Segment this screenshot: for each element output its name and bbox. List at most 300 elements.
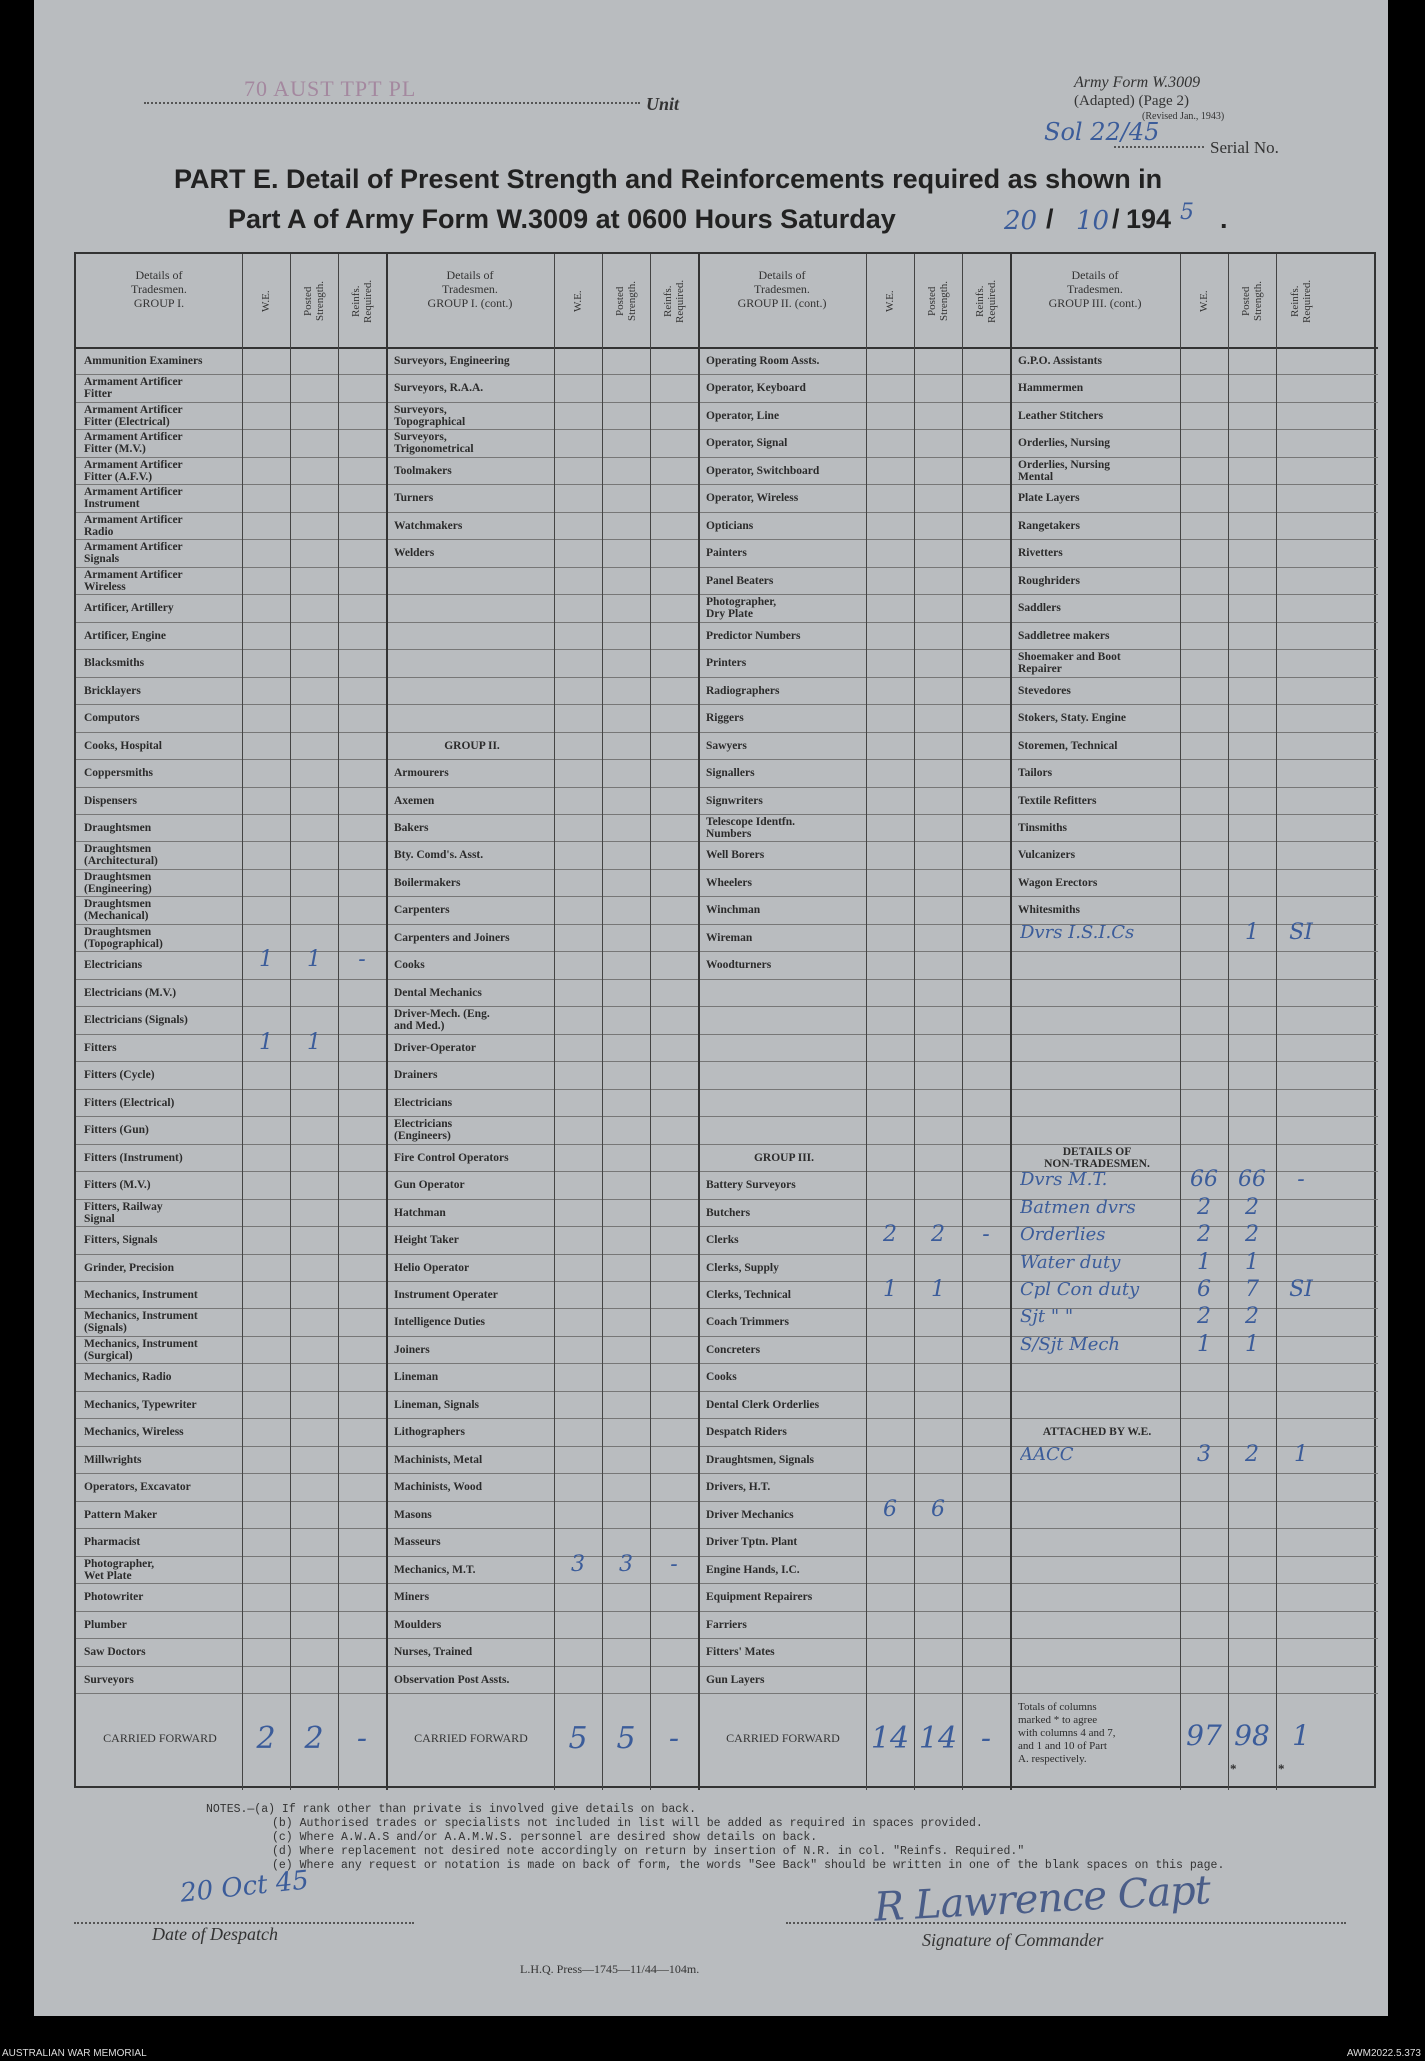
handwritten-posted: 1	[1245, 1249, 1259, 1275]
trade-label: Draughtsmen (Topographical)	[84, 925, 163, 950]
row-line	[76, 1501, 1378, 1502]
row-line	[76, 512, 1378, 513]
handwritten-posted: 66	[1238, 1167, 1266, 1193]
trade-label: Electricians (Engineers)	[394, 1118, 453, 1143]
signature-dotted-line	[786, 1922, 1346, 1924]
form-number: Army Form W.3009	[1074, 74, 1201, 91]
handwritten-label: Water duty	[1020, 1251, 1121, 1273]
row-line	[76, 1363, 1378, 1364]
title-line-1: PART E. Detail of Present Strength and Reinforcements required as shown in	[174, 164, 1163, 194]
trade-label: Operator, Line	[706, 409, 780, 422]
trade-label: Well Borers	[706, 849, 765, 862]
group-header-4: Details of Tradesmen. GROUP III. (cont.)	[1048, 268, 1142, 310]
trade-label: Operators, Excavator	[84, 1481, 191, 1494]
form-adapted: (Adapted) (Page 2)	[1074, 93, 1189, 109]
handwritten-we: 6	[1197, 1276, 1211, 1302]
trade-label: Lithographers	[394, 1426, 465, 1439]
trade-label: Armament Artificer Fitter (Electrical)	[84, 403, 183, 428]
date-year-hand: 5	[1180, 200, 1194, 225]
trade-label: Dental Clerk Orderlies	[706, 1398, 820, 1411]
handwritten-reinfs: SI	[1289, 1276, 1313, 1302]
column-divider	[1180, 254, 1181, 1790]
row-line	[76, 622, 1378, 623]
trade-label: Roughriders	[1018, 574, 1080, 587]
trade-label: Plumber	[84, 1618, 127, 1631]
trade-label: Saddlers	[1018, 602, 1061, 615]
trade-label: Electricians	[84, 959, 143, 972]
column-divider	[866, 254, 867, 1790]
trade-label: Driver Mechanics	[706, 1508, 794, 1521]
handwritten-posted: 2	[1245, 1222, 1259, 1248]
carried-forward-reinfs: -	[668, 1721, 680, 1757]
handwritten-posted: 3	[619, 1551, 633, 1577]
commander-signature: R Lawrence Capt	[873, 1867, 1211, 1931]
trade-label: Fitters (Cycle)	[84, 1069, 155, 1082]
handwritten-we: 2	[1197, 1194, 1211, 1220]
handwritten-posted: 1	[307, 1029, 321, 1055]
trade-label: Draughtsmen (Mechanical)	[84, 898, 152, 923]
handwritten-posted: 1	[931, 1276, 945, 1302]
row-line	[76, 979, 1378, 980]
handwritten-label: Cpl Con duty	[1020, 1278, 1140, 1300]
asterisk-mark: *	[1230, 1761, 1237, 1777]
date-year-print: 194	[1126, 204, 1172, 234]
row-line	[76, 1116, 1378, 1117]
trade-label: Rivetters	[1018, 547, 1063, 560]
handwritten-label: Batmen dvrs	[1020, 1196, 1136, 1218]
note-e: (e) Where any request or notation is made on back of form, the words "See Back" should be written in one of the blank spaces on this page.	[272, 1859, 1225, 1872]
row-line	[76, 1006, 1378, 1007]
section-heading: GROUP II.	[444, 739, 500, 752]
trade-label: Boilermakers	[394, 876, 461, 889]
column-divider	[1228, 254, 1229, 1790]
handwritten-we: 66	[1190, 1167, 1218, 1193]
trade-label: Stevedores	[1018, 684, 1071, 697]
carried-forward-reinfs: -	[356, 1721, 368, 1757]
trade-label: Mechanics, Instrument (Signals)	[84, 1310, 198, 1335]
trade-label: Instrument Operater	[394, 1288, 498, 1301]
trade-label: Stokers, Staty. Engine	[1018, 712, 1126, 725]
trade-label: Surveyors, Trigonometrical	[394, 431, 474, 456]
trade-label: Draughtsmen	[84, 821, 152, 834]
trade-label: Mechanics, M.T.	[394, 1563, 476, 1576]
handwritten-we: 1	[259, 947, 273, 973]
trade-label: Farriers	[706, 1618, 747, 1631]
trade-label: Operator, Keyboard	[706, 382, 806, 395]
strength-table	[74, 252, 1376, 1788]
trade-label: Operator, Wireless	[706, 492, 799, 505]
trade-label: Engine Hands, I.C.	[706, 1563, 800, 1576]
trade-label: Equipment Repairers	[706, 1591, 813, 1604]
column-divider	[242, 254, 243, 1790]
totals-reinfs: 1	[1292, 1719, 1310, 1753]
col-header-we: W.E.	[884, 290, 896, 312]
trade-label: Mechanics, Instrument	[84, 1288, 198, 1301]
trade-label: Driver-Operator	[394, 1041, 476, 1054]
trade-label: Surveyors, Engineering	[394, 355, 510, 367]
handwritten-reinfs: SI	[1289, 919, 1313, 945]
trade-label: Wagon Erectors	[1018, 876, 1098, 889]
row-line	[76, 649, 1378, 650]
handwritten-label: S/Sjt Mech	[1020, 1333, 1121, 1355]
trade-label: Radiographers	[706, 684, 780, 697]
handwritten-reinfs: -	[1297, 1167, 1305, 1193]
carried-forward-posted: 14	[918, 1721, 958, 1757]
trade-label: Turners	[394, 492, 434, 505]
handwritten-we: 1	[1197, 1331, 1211, 1357]
section-heading: GROUP III.	[753, 1151, 815, 1164]
handwritten-reinfs: -	[982, 1222, 990, 1248]
row-line	[76, 677, 1378, 678]
trade-label: Lineman, Signals	[394, 1398, 479, 1411]
trade-label: Armament Artificer Radio	[84, 513, 183, 538]
trade-label: Miners	[394, 1591, 430, 1604]
trade-label: Gun Operator	[394, 1179, 465, 1192]
trade-label: Joiners	[394, 1343, 430, 1356]
handwritten-we: 1	[883, 1276, 897, 1302]
trade-label: Electricians (M.V.)	[84, 986, 177, 999]
col-header-reinfs: Reinfs. Required.	[974, 279, 998, 323]
carried-forward-we: 14	[870, 1721, 910, 1757]
trade-label: Fitters, Signals	[84, 1234, 158, 1247]
trade-label: Machinists, Metal	[394, 1453, 483, 1466]
trade-label: Bakers	[394, 821, 429, 834]
unit-label: Unit	[646, 94, 680, 114]
carried-forward-posted: 2	[304, 1721, 324, 1757]
trade-label: Armament Artificer Fitter	[84, 376, 183, 401]
group-header-2: Details of Tradesmen. GROUP I. (cont.)	[427, 268, 513, 310]
serial-handwritten: Sol 22/45	[1044, 118, 1160, 146]
trade-label: Armament Artificer Instrument	[84, 486, 183, 511]
handwritten-we: 2	[883, 1222, 897, 1248]
trade-label: Watchmakers	[394, 519, 463, 532]
date-month: 10	[1076, 206, 1110, 236]
serial-dotted-line	[1114, 146, 1204, 148]
trade-label: Surveyors, R.A.A.	[394, 382, 484, 395]
trade-label: Helio Operator	[394, 1261, 470, 1274]
trade-label: Vulcanizers	[1018, 849, 1076, 862]
trade-label: Pharmacist	[84, 1536, 141, 1549]
trade-label: Signallers	[706, 767, 755, 780]
trade-label: Photographer, Wet Plate	[84, 1557, 155, 1582]
row-line	[76, 704, 1378, 705]
note-b: (b) Authorised trades or specialists not included in list will be added as required in spaces provided.	[272, 1817, 983, 1830]
trade-label: Fire Control Operators	[394, 1151, 509, 1164]
row-line	[76, 732, 1378, 733]
col-header-reinfs: Reinfs. Required.	[1289, 279, 1313, 323]
handwritten-we: 6	[883, 1496, 897, 1522]
row-line	[76, 1391, 1378, 1392]
trade-label: Gun Layers	[706, 1673, 765, 1686]
trade-label: Armament Artificer Fitter (M.V.)	[84, 431, 183, 456]
serial-label: Serial No.	[1210, 138, 1279, 157]
trade-label: Blacksmiths	[84, 657, 145, 670]
row-line	[76, 594, 1378, 595]
row-line	[76, 787, 1378, 788]
row-line	[76, 347, 1378, 349]
col-header-we: W.E.	[572, 290, 584, 312]
trade-label: Mechanics, Instrument (Surgical)	[84, 1337, 198, 1362]
trade-label: Cooks	[706, 1371, 737, 1384]
trade-label: Moulders	[394, 1618, 442, 1631]
trade-label: Artificer, Engine	[84, 629, 166, 642]
totals-posted: 98	[1234, 1719, 1270, 1753]
totals-note: Totals of columns marked * to agree with columns 4 and 7, and 1 and 10 of Part A. respectively.	[1018, 1701, 1116, 1766]
handwritten-label: Dvrs M.T.	[1020, 1169, 1108, 1191]
carried-forward-label: CARRIED FORWARD	[726, 1731, 840, 1746]
trade-label: Hatchman	[394, 1206, 446, 1219]
trade-label: Draughtsmen (Engineering)	[84, 870, 152, 895]
trade-label: Leather Stitchers	[1018, 409, 1104, 422]
column-divider	[1276, 254, 1277, 1790]
trade-label: Fitters	[84, 1041, 117, 1054]
row-line	[76, 841, 1378, 842]
trade-label: Wireman	[706, 931, 753, 944]
trade-label: Clerks	[706, 1234, 739, 1247]
handwritten-posted: 6	[931, 1496, 945, 1522]
trade-label: Saddletree makers	[1018, 629, 1110, 642]
handwritten-posted: 2	[1245, 1194, 1259, 1220]
section-heading: ATTACHED BY W.E.	[1042, 1426, 1152, 1439]
trade-label: Coach Trimmers	[706, 1316, 789, 1329]
row-line	[76, 1611, 1378, 1612]
date-slash-1: /	[1046, 204, 1054, 234]
row-line	[76, 1666, 1378, 1667]
row-line	[76, 759, 1378, 760]
row-line	[76, 1556, 1378, 1557]
trade-label: Operator, Switchboard	[706, 464, 820, 477]
trade-label: Fitters' Mates	[706, 1646, 775, 1659]
trade-label: Surveyors	[84, 1673, 134, 1686]
handwritten-we: 2	[1197, 1304, 1211, 1330]
trade-label: Toolmakers	[394, 464, 452, 477]
row-line	[76, 869, 1378, 870]
trade-label: Plate Layers	[1018, 492, 1080, 505]
row-line	[76, 1528, 1378, 1529]
trade-label: Artificer, Artillery	[84, 602, 174, 615]
col-header-we: W.E.	[260, 290, 272, 312]
carried-forward-we: 5	[568, 1721, 588, 1757]
handwritten-posted: 2	[1245, 1304, 1259, 1330]
note-a: NOTES.—(a) If rank other than private is involved give details on back.	[206, 1803, 696, 1816]
trade-label: Riggers	[706, 712, 744, 725]
trade-label: Textile Refitters	[1018, 794, 1097, 807]
trade-label: Clerks, Supply	[706, 1261, 779, 1274]
trade-label: Driver-Mech. (Eng. and Med.)	[394, 1008, 490, 1033]
trade-label: Battery Surveyors	[706, 1179, 796, 1192]
row-line	[76, 374, 1378, 375]
trade-label: Cooks, Hospital	[84, 739, 162, 752]
handwritten-we: 1	[1197, 1249, 1211, 1275]
trade-label: Rangetakers	[1018, 519, 1080, 532]
carried-forward-label: CARRIED FORWARD	[414, 1731, 528, 1746]
trade-label: Operating Room Assts.	[706, 355, 820, 367]
row-line	[76, 1144, 1378, 1145]
trade-label: Hammermen	[1018, 382, 1084, 395]
trade-label: Ammunition Examiners	[84, 355, 203, 367]
trade-label: Tailors	[1018, 767, 1053, 780]
trade-label: Axemen	[394, 794, 435, 807]
credit-right: AWM2022.5.373	[1346, 2048, 1421, 2059]
section-heading: DETAILS OF NON-TRADESMEN.	[1044, 1145, 1150, 1170]
row-line	[76, 1473, 1378, 1474]
group-header-1: Details of Tradesmen. GROUP I.	[131, 268, 187, 310]
col-header-reinfs: Reinfs. Required.	[350, 279, 374, 323]
row-line	[76, 1583, 1378, 1584]
trade-label: Surveyors, Topographical	[394, 403, 466, 428]
trade-label: Masons	[394, 1508, 432, 1521]
handwritten-reinfs: 1	[1294, 1441, 1308, 1467]
trade-label: Mechanics, Typewriter	[84, 1398, 197, 1411]
press-line: L.H.Q. Press—1745—11/44—104m.	[520, 1962, 700, 1976]
trade-label: Butchers	[706, 1206, 751, 1219]
trade-label: Predictor Numbers	[706, 629, 801, 642]
carried-forward-posted: 5	[616, 1721, 636, 1757]
carried-forward-label: CARRIED FORWARD	[103, 1731, 217, 1746]
handwritten-label: Sjt " "	[1020, 1306, 1074, 1328]
trade-label: Bty. Comd's. Asst.	[394, 849, 484, 862]
trade-label: Grinder, Precision	[84, 1261, 175, 1274]
unit-dotted-line	[144, 102, 640, 104]
trade-label: Draughtsmen, Signals	[706, 1453, 814, 1466]
trade-label: Concreters	[706, 1343, 761, 1356]
trade-label: Winchman	[706, 904, 761, 917]
credit-left: AUSTRALIAN WAR MEMORIAL	[2, 2048, 147, 2059]
handwritten-we: 3	[1197, 1441, 1211, 1467]
trade-label: Draughtsmen (Architectural)	[84, 843, 158, 868]
column-divider	[338, 254, 339, 1790]
handwritten-reinfs: -	[670, 1551, 678, 1577]
trade-label: Electricians	[394, 1096, 453, 1109]
column-divider	[290, 254, 291, 1790]
trade-label: Saw Doctors	[84, 1646, 146, 1659]
group-divider	[1010, 254, 1012, 1790]
trade-label: Whitesmiths	[1018, 904, 1080, 917]
row-line	[76, 1693, 1378, 1694]
row-line	[76, 429, 1378, 430]
trade-label: Computors	[84, 712, 140, 725]
handwritten-label: Dvrs I.S.I.Cs	[1020, 921, 1135, 943]
handwritten-label: AACC	[1020, 1443, 1074, 1465]
date-slash-2: /	[1112, 204, 1120, 234]
trade-label: Drivers, H.T.	[706, 1481, 771, 1494]
trade-label: Height Taker	[394, 1234, 459, 1247]
trade-label: Dispensers	[84, 794, 138, 807]
carried-forward-reinfs: -	[980, 1721, 992, 1757]
col-header-reinfs: Reinfs. Required.	[662, 279, 686, 323]
handwritten-posted: 1	[1245, 1331, 1259, 1357]
row-line	[76, 814, 1378, 815]
handwritten-we: 1	[259, 1029, 273, 1055]
handwritten-posted: 1	[307, 947, 321, 973]
row-line	[76, 1089, 1378, 1090]
trade-label: Sawyers	[706, 739, 747, 752]
handwritten-posted: 2	[1245, 1441, 1259, 1467]
trade-label: Nurses, Trained	[394, 1646, 473, 1659]
trade-label: Armament Artificer Fitter (A.F.V.)	[84, 458, 183, 483]
row-line	[76, 539, 1378, 540]
trade-label: Telescope Identfn. Numbers	[706, 815, 796, 840]
trade-label: Signwriters	[706, 794, 763, 807]
column-divider	[962, 254, 963, 1790]
row-line	[76, 402, 1378, 403]
trade-label: Storemen, Technical	[1018, 739, 1118, 752]
carried-forward-we: 2	[256, 1721, 276, 1757]
row-line	[76, 924, 1378, 925]
trade-label: Panel Beaters	[706, 574, 774, 587]
unit-stamp: 70 AUST TPT PL	[244, 76, 417, 101]
trade-label: Drainers	[394, 1069, 438, 1082]
trade-label: Mechanics, Wireless	[84, 1426, 184, 1439]
trade-label: Millwrights	[84, 1453, 142, 1466]
asterisk-mark: *	[1278, 1761, 1285, 1777]
col-header-we: W.E.	[1198, 290, 1210, 312]
trade-label: Cooks	[394, 959, 425, 972]
group-divider	[386, 254, 388, 1790]
trade-label: Opticians	[706, 519, 754, 532]
trade-label: Fitters (Electrical)	[84, 1096, 175, 1109]
totals-we: 97	[1186, 1719, 1222, 1753]
trade-label: Painters	[706, 547, 747, 560]
col-header-posted: Posted Strength.	[614, 280, 638, 322]
col-header-posted: Posted Strength.	[302, 280, 326, 322]
trade-label: Intelligence Duties	[394, 1316, 486, 1329]
trade-label: Armament Artificer Signals	[84, 541, 183, 566]
handwritten-reinfs: -	[358, 947, 366, 973]
trade-label: Electricians (Signals)	[84, 1014, 188, 1027]
row-line	[76, 567, 1378, 568]
trade-label: Driver Tptn. Plant	[706, 1536, 798, 1549]
handwritten-we: 2	[1197, 1222, 1211, 1248]
form-page	[34, 0, 1388, 2016]
row-line	[76, 1061, 1378, 1062]
note-d: (d) Where replacement not desired note accordingly on return by insertion of N.R. in col. "Reinfs. Required."	[272, 1845, 1025, 1858]
handwritten-posted: 7	[1245, 1276, 1259, 1302]
trade-label: Carpenters	[394, 904, 450, 917]
date-day: 20	[1004, 206, 1038, 236]
trade-label: Orderlies, Nursing Mental	[1018, 458, 1110, 483]
signature-of-commander-label: Signature of Commander	[922, 1930, 1104, 1950]
despatch-date-handwritten: 20 Oct 45	[178, 1865, 311, 1909]
date-of-despatch-label: Date of Despatch	[152, 1924, 278, 1944]
row-line	[76, 1638, 1378, 1639]
handwritten-posted: 2	[931, 1222, 945, 1248]
col-header-posted: Posted Strength.	[1240, 280, 1264, 322]
col-header-posted: Posted Strength.	[926, 280, 950, 322]
trade-label: Lineman	[394, 1371, 439, 1384]
trade-label: Wheelers	[706, 876, 752, 889]
trade-label: Armourers	[394, 767, 449, 780]
row-line	[76, 1418, 1378, 1419]
trade-label: Dental Mechanics	[394, 986, 482, 999]
title-line-2: Part A of Army Form W.3009 at 0600 Hours Saturday	[228, 204, 896, 234]
group-header-3: Details of Tradesmen. GROUP II. (cont.)	[737, 268, 827, 310]
trade-label: Tinsmiths	[1018, 821, 1068, 834]
form-revised: (Revised Jan., 1943)	[1142, 111, 1225, 122]
trade-label: Pattern Maker	[84, 1508, 158, 1521]
handwritten-we: 3	[571, 1551, 585, 1577]
trade-label: Fitters (Gun)	[84, 1124, 149, 1137]
trade-label: Fitters, Railway Signal	[84, 1200, 163, 1225]
trade-label: Printers	[706, 657, 747, 670]
trade-label: Fitters (M.V.)	[84, 1179, 151, 1192]
note-c: (c) Where A.W.A.S and/or A.A.M.W.S. personnel are desired show details on back.	[272, 1831, 818, 1844]
handwritten-label: Orderlies	[1020, 1224, 1106, 1246]
trade-label: Bricklayers	[84, 684, 141, 697]
trade-label: Photowriter	[84, 1591, 144, 1604]
row-line	[76, 896, 1378, 897]
trade-label: Carpenters and Joiners	[394, 931, 510, 944]
